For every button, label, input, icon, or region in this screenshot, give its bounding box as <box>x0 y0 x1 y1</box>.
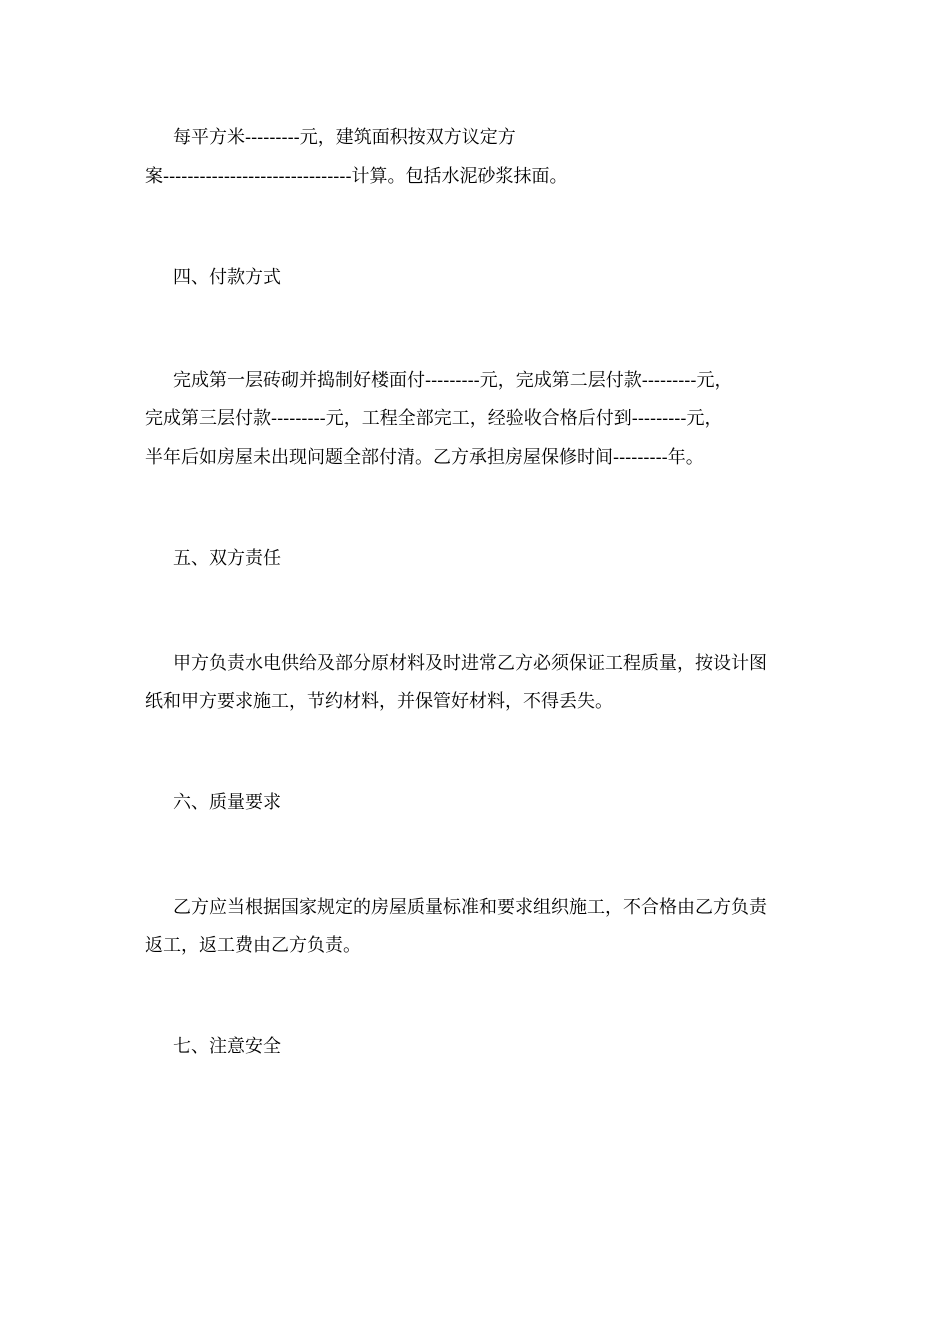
section-heading-quality: 六、质量要求 <box>173 792 281 813</box>
paragraph-quality-line-2: 返工，返工费由乙方负责。 <box>145 935 361 956</box>
paragraph-responsibilities-line-2: 纸和甲方要求施工，节约材料，并保管好材料，不得丢失。 <box>145 691 613 712</box>
section-heading-responsibilities: 五、双方责任 <box>173 548 281 569</box>
paragraph-payment-line-2: 完成第三层付款---------元，工程全部完工，经验收合格后付到---------元， <box>145 408 723 429</box>
section-heading-safety: 七、注意安全 <box>173 1036 281 1057</box>
section-heading-payment: 四、付款方式 <box>173 267 281 288</box>
paragraph-price-line-1: 每平方米---------元，建筑面积按双方议定方 <box>173 127 516 148</box>
paragraph-responsibilities-line-1: 甲方负责水电供给及部分原材料及时进常乙方必须保证工程质量，按设计图 <box>173 653 767 674</box>
paragraph-payment-line-1: 完成第一层砖砌并捣制好楼面付---------元，完成第二层付款---------元， <box>173 370 733 391</box>
paragraph-price-line-2: 案-------------------------------计算。包括水泥砂浆抹面。 <box>145 166 568 187</box>
paragraph-payment-line-3: 半年后如房屋未出现问题全部付清。乙方承担房屋保修时间---------年。 <box>145 447 704 468</box>
paragraph-quality-line-1: 乙方应当根据国家规定的房屋质量标准和要求组织施工，不合格由乙方负责 <box>173 897 767 918</box>
